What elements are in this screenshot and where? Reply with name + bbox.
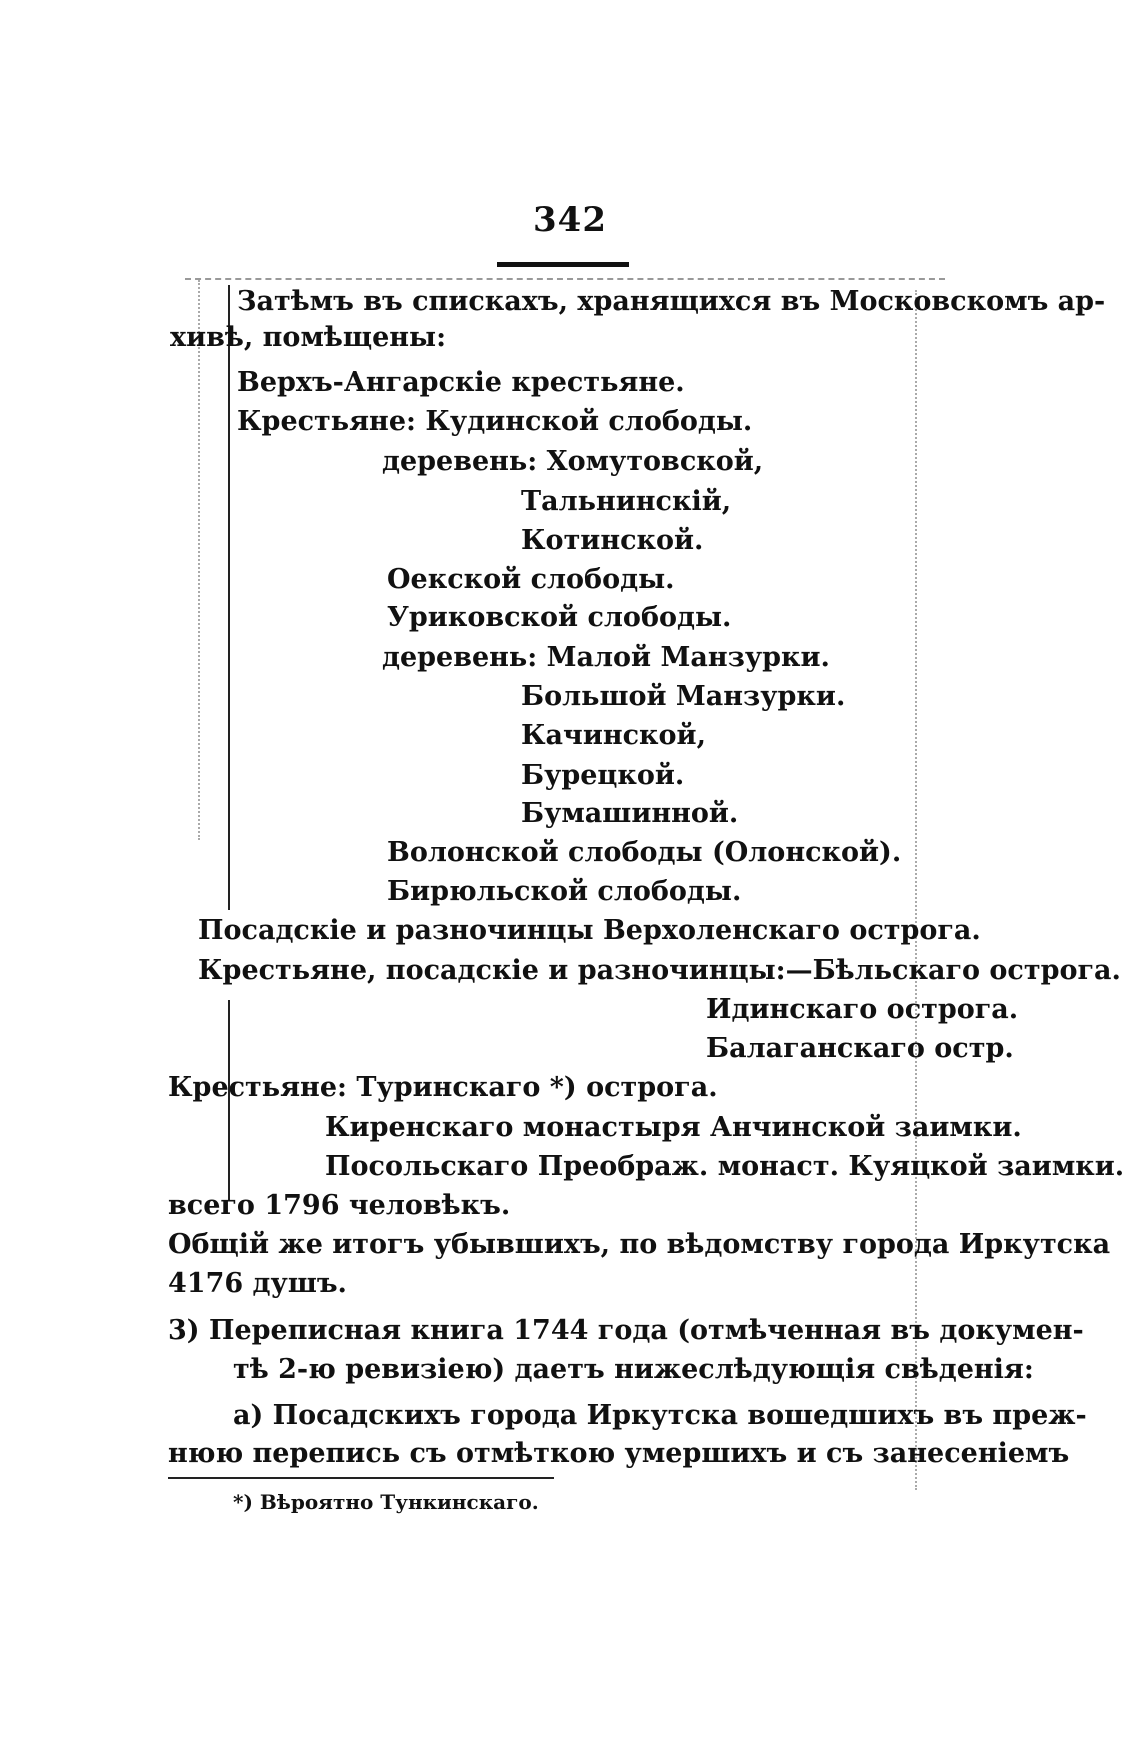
- text-line-krestyane-turinskago: Крестьяне: Туринскаго *) острога.: [168, 1072, 718, 1103]
- text-line-intro-1: Затѣмъ въ спискахъ, хранящихся въ Московскомъ ар-: [237, 286, 1106, 317]
- left-bracket-rule: [228, 285, 230, 910]
- header-dashed-rule: [185, 278, 945, 280]
- text-line-item-a-1: а) Посадскихъ города Иркутска вошедшихъ въ преж-: [233, 1400, 1087, 1431]
- text-line-buretskoi: Бурецкой.: [521, 760, 685, 791]
- text-line-dereven-khomutovskoi: деревень: Хомутовской,: [382, 446, 764, 477]
- text-line-intro-2: хивѣ, помѣщены:: [170, 322, 447, 353]
- text-line-krestyane-kudinskoi: Крестьяне: Кудинской слободы.: [237, 406, 753, 437]
- text-line-item3-1: 3) Переписная книга 1744 года (отмѣченная въ докумен-: [168, 1315, 1084, 1346]
- text-line-bolshoi-manzurki: Большой Манзурки.: [521, 681, 846, 712]
- page-number-underline: [497, 262, 629, 267]
- text-line-dereven-maloi: деревень: Малой Манзурки.: [382, 642, 830, 673]
- text-line-verkh-angarskie: Верхъ-Ангарскіе крестьяне.: [237, 367, 685, 398]
- text-line-talyninskii: Тальнинскій,: [521, 486, 732, 517]
- text-line-kotinskoi: Котинской.: [521, 525, 704, 556]
- text-line-bumashinnoi: Бумашинной.: [521, 798, 739, 829]
- text-line-obshchii-1: Общій же итогъ убывшихъ, по вѣдомству города Иркутска: [168, 1229, 1111, 1260]
- text-line-idinskago: Идинскаго острога.: [706, 994, 1019, 1025]
- text-line-kirenskago: Киренскаго монастыря Анчинской заимки.: [325, 1112, 1022, 1143]
- text-line-obshchii-2: 4176 душъ.: [168, 1268, 347, 1299]
- right-margin-dots: [915, 290, 919, 1490]
- footnote: *) Вѣроятно Тункинскаго.: [233, 1490, 539, 1514]
- text-line-posadskie-verkholenskago: Посадскіе и разночинцы Верхоленскаго острога.: [198, 915, 981, 946]
- text-line-volonskoi: Волонской слободы (Олонской).: [387, 837, 902, 868]
- text-line-oekskoi: Оекской слободы.: [387, 564, 675, 595]
- text-line-vsego: всего 1796 человѣкъ.: [168, 1190, 511, 1221]
- text-line-item-a-2: нюю перепись съ отмѣткою умершихъ и съ занесеніемъ: [168, 1438, 1070, 1469]
- text-line-krestyane-posadskie: Крестьяне, посадскіе и разночинцы:—Бѣльскаго острога.: [198, 955, 1121, 986]
- text-line-biryulskoi: Бирюльской слободы.: [387, 876, 742, 907]
- text-line-posolskago: Посольскаго Преображ. монаст. Куяцкой заимки.: [325, 1151, 1125, 1182]
- footnote-rule: [168, 1477, 554, 1479]
- text-line-item3-2: тѣ 2-ю ревизіею) даетъ нижеслѣдующія свѣденія:: [233, 1354, 1034, 1385]
- left-margin-dots: [198, 280, 202, 840]
- page-number: 342: [533, 200, 607, 240]
- text-line-kachinskoi: Качинской,: [521, 720, 706, 751]
- text-line-balaganskago: Балаганскаго остр.: [706, 1033, 1014, 1064]
- text-line-urikovskoi: Уриковской слободы.: [387, 602, 732, 633]
